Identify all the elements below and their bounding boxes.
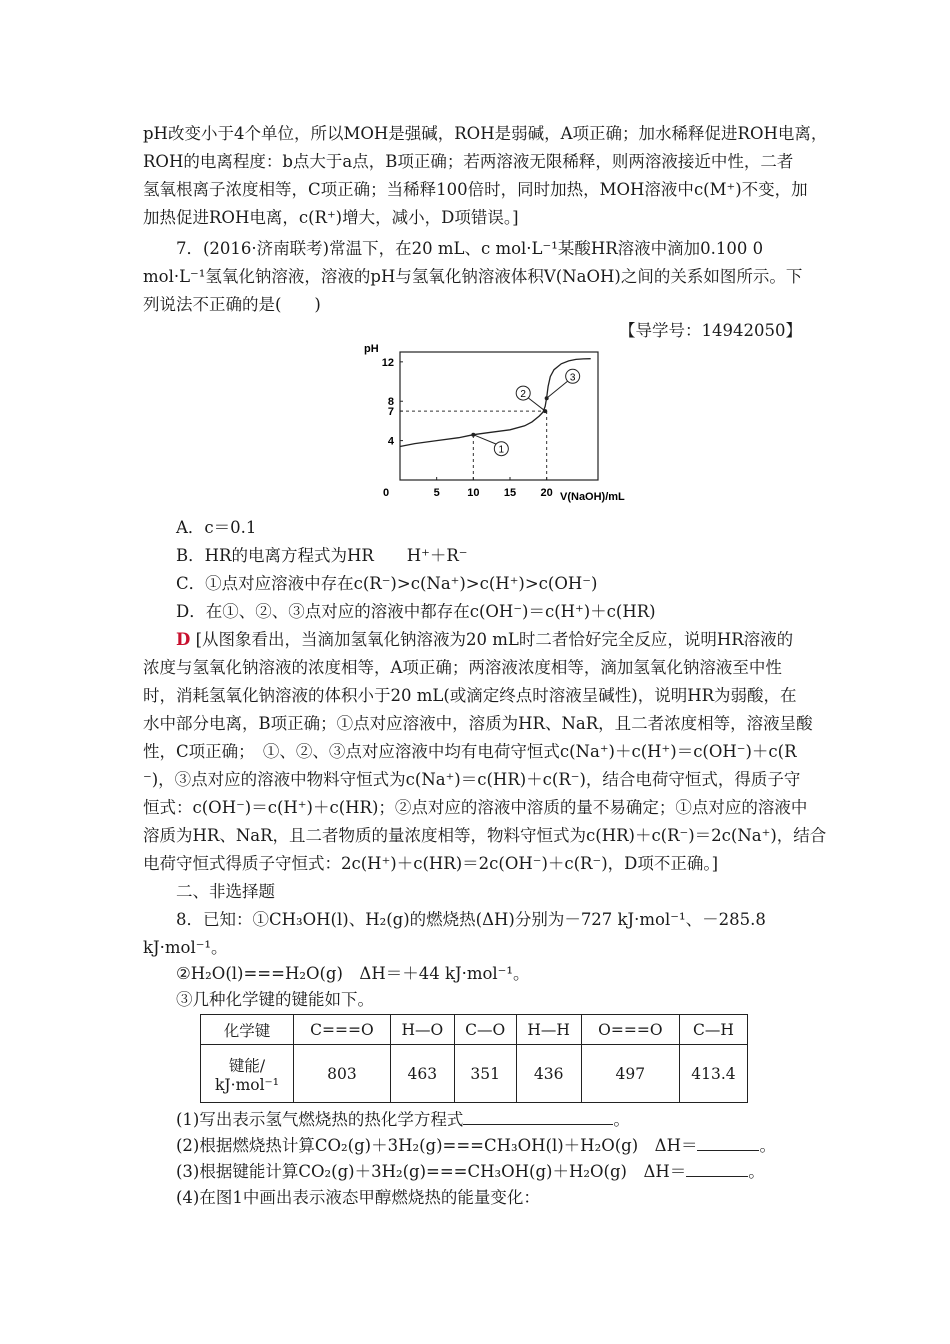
y-tick-label: 8 (387, 396, 394, 409)
answer-blank[interactable] (686, 1160, 748, 1177)
explanation-line (176, 629, 793, 651)
option-d: D．在①、②、③点对应的溶液中都存在c(OH⁻)＝c(H⁺)＋c(HR) (176, 602, 656, 621)
explanation-line: 浓度与氢氧化钠溶液的浓度相等，A项正确；两溶液浓度相等，滴加氢氧化钠溶液至中性 (143, 658, 782, 677)
point-leader (473, 435, 497, 445)
x-axis-label: V(NaOH)/mL (560, 491, 625, 503)
sub-question-4: (4)在图1中画出表示液态甲醇燃烧热的能量变化： (176, 1188, 540, 1207)
y-tick-label: 12 (381, 356, 394, 369)
row-label-line: kJ·mol⁻¹ (215, 1075, 279, 1094)
question-7-stem: 列说法不正确的是( ) (143, 295, 321, 314)
text-fragment: 。 (748, 1162, 765, 1181)
answer-letter: D (176, 630, 191, 649)
point-leader (527, 397, 545, 411)
point-label: 1 (498, 444, 505, 456)
text-fragment: c(R⁺) (298, 208, 343, 227)
titration-chart (360, 338, 630, 508)
bond-energy-table (200, 1014, 748, 1103)
text-fragment: (2)根据燃烧热计算CO₂(g)＋3H₂(g)===CH₃OH(l)＋H₂O(g) ΔH＝ (176, 1136, 698, 1155)
text-fragment: 加热促进ROH电离， (143, 208, 299, 227)
guide-number: 【导学号：14942050】 (619, 321, 802, 340)
point-label: 3 (569, 372, 576, 384)
chart-points (471, 369, 579, 455)
chart-ticks (382, 357, 553, 499)
x-tick-label: 20 (540, 487, 553, 499)
table-cell: 803 (294, 1045, 391, 1103)
table-cell: 497 (581, 1045, 679, 1103)
sub-question-3 (176, 1160, 765, 1183)
explanation-line: 时，消耗氢氧化钠溶液的体积小于20 mL(或滴定终点时溶液呈碱性)，说明HR为弱酸，在 (143, 686, 797, 705)
table-header-cell: C—H (679, 1015, 747, 1045)
point-leader (547, 380, 569, 398)
chart-guides (400, 411, 547, 480)
text-fragment: (3)根据键能计算CO₂(g)＋3H₂(g)===CH₃OH(g)＋H₂O(g) ΔH＝ (176, 1162, 687, 1181)
titration-curve (400, 359, 591, 447)
y-tick-label: 7 (387, 406, 394, 419)
text-fragment: 氢氧根离子浓度相等，C项正确；当稀释100倍时，同时加热，MOH溶液中 (143, 180, 694, 199)
chart-curve (400, 359, 591, 447)
text-fragment: 增大，减小，D项错误。] (342, 208, 519, 227)
question-8-stem: 8．已知：①CH₃OH(l)、H₂(g)的燃烧热(ΔH)分别为－727 kJ·mol⁻¹、－285.8 (176, 910, 766, 929)
text-line: ROH的电离程度：b点大于a点，B项正确；若两溶液无限稀释，则两溶液接近中性，二者 (143, 152, 794, 171)
question-8-stem: ②H₂O(l)===H₂O(g) ΔH＝＋44 kJ·mol⁻¹。 (176, 964, 530, 983)
question-8-stem: ③几种化学键的键能如下。 (176, 990, 374, 1009)
text-line: 氢氧根离子浓度相等，C项正确；当稀释100倍时，同时加热，MOH溶液中c(M⁺)不变，加 (143, 180, 808, 199)
table-header-cell: H—O (390, 1015, 454, 1045)
text-fragment: c(M⁺)不变， (693, 180, 792, 199)
y-axis-label: pH (364, 343, 379, 355)
option-a: A．c＝0.1 (176, 518, 257, 537)
text-fragment: (1)写出表示氢气燃烧热的热化学方程式 (176, 1110, 464, 1129)
question-7-stem: mol·L⁻¹氢氧化钠溶液，溶液的pH与氢氧化钠溶液体积V(NaOH)之间的关系如图所示。下 (143, 267, 803, 286)
point-label: 2 (520, 389, 526, 401)
answer-blank[interactable] (697, 1134, 759, 1151)
x-tick-label: 5 (433, 487, 440, 499)
option-c: C．①点对应溶液中存在c(R⁻)>c(Na⁺)>c(H⁺)>c(OH⁻) (176, 574, 598, 593)
y-tick-label: 4 (387, 435, 394, 448)
question-7-stem: 7．(2016·济南联考)常温下，在20 mL、c mol·L⁻¹某酸HR溶液中滴加0.100 0 (176, 239, 764, 258)
table-header-row (201, 1015, 748, 1045)
table-row (201, 1045, 748, 1103)
table-header-cell: 化学键 (201, 1015, 294, 1045)
text-fragment: 。 (613, 1110, 630, 1129)
table-cell: 463 (390, 1045, 454, 1103)
table-header-cell: C—O (454, 1015, 516, 1045)
text-line: pH改变小于4个单位，所以MOH是强碱，ROH是弱碱，A项正确；加水稀释促进ROH电离， (143, 124, 828, 143)
explanation-line: ⁻)，③点对应的溶液中物料守恒式为c(Na⁺)＝c(HR)＋c(R⁻)，结合电荷守恒式，得质子守 (143, 770, 801, 789)
explanation-line: 水中部分电离，B项正确；①点对应溶液中，溶质为HR、NaR，且二者浓度相等，溶液呈酸 (143, 714, 813, 733)
x-tick-label: 15 (503, 487, 517, 499)
table-header-cell: H—H (516, 1015, 581, 1045)
table-row-label (201, 1045, 294, 1103)
option-b: B．HR的电离方程式为HR H⁺＋R⁻ (176, 546, 468, 565)
table-header-cell: C===O (294, 1015, 391, 1045)
x-tick-label: 10 (467, 487, 480, 499)
table-cell: 413.4 (679, 1045, 747, 1103)
explanation-line: 恒式：c(OH⁻)＝c(H⁺)＋c(HR)；②点对应的溶液中溶质的量不易确定；①点对应的溶液中 (143, 798, 808, 817)
table-header-cell: O===O (581, 1015, 679, 1045)
text-fragment: 。 (759, 1136, 776, 1155)
explanation-line: 性，C项正确； ①、②、③点对应溶液中均有电荷守恒式c(Na⁺)＋c(H⁺)＝c(OH⁻)＋c(R (143, 742, 797, 761)
row-label-line: 键能/ (228, 1056, 266, 1075)
text-line (143, 207, 519, 229)
explanation-line: 溶质为HR、NaR，且二者物质的量浓度相等，物料守恒式为c(HR)＋c(R⁻)＝2c(Na⁺)，结合 (143, 826, 827, 845)
explanation-line: 电荷守恒式得质子守恒式：2c(H⁺)＋c(HR)＝2c(OH⁻)＋c(R⁻)，D项不正确。] (143, 854, 719, 873)
x-tick-label: 0 (382, 487, 390, 499)
text-fragment: [从图象看出，当滴加氢氧化钠溶液为20 mL时二者恰好完全反应，说明HR溶液的 (195, 630, 794, 649)
question-8-stem: kJ·mol⁻¹。 (143, 938, 228, 957)
answer-blank[interactable] (463, 1108, 613, 1125)
sub-question-1 (176, 1108, 630, 1131)
table-cell: 436 (516, 1045, 581, 1103)
table-cell: 351 (454, 1045, 516, 1103)
sub-question-2 (176, 1134, 776, 1157)
section-heading: 二、非选择题 (176, 882, 275, 901)
